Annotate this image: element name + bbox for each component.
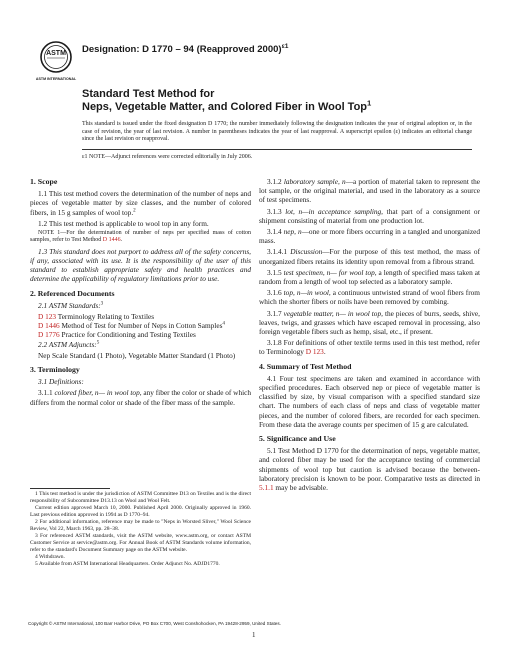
footnote: 2 For additional information, reference may be made to "Neps in Worsted Sliver," Wool Science Review, Vol 22, March 1963, pp. 28–38. — [30, 519, 251, 532]
section-heading-referenced: 2. Referenced Documents — [30, 288, 115, 298]
paragraph-1-1: 1.1 This test method covers the determination of the number of neps and pieces of vegetable matter by size classes, and the number of colored fibers, in 15 g samples of wool top.$^2$ — [30, 189, 251, 217]
section-heading-terminology: 3. Terminology — [30, 365, 80, 375]
link-d123[interactable]: D 123 — [305, 347, 324, 357]
paragraph-3-1-6: 3.1.6 top, n—in wool, a continuous untwisted strand of wool fibers from which the shorter fibers or noils have been removed by combing. — [259, 288, 480, 307]
definitions-label: 3.1 Definitions: — [38, 377, 84, 387]
page-number: 1 — [252, 631, 256, 639]
section-heading-significance: 5. Significance and Use — [259, 434, 336, 444]
section-heading-summary: 4. Summary of Test Method — [259, 361, 352, 371]
note-1: NOTE 1—For the determination of number of neps per specified mass of cotton samples, refer to Test Method D 1446. — [30, 230, 251, 244]
paragraph-3-1-8: 3.1.8 For definitions of other textile terms used in this test method, refer to Terminology D 123. — [259, 338, 480, 357]
paragraph-3-1-2: 3.1.2 laboratory sample, n—a portion of material taken to represent the lot sample, or the original material, and used in the laboratory as a source of test specimens. — [259, 177, 480, 205]
paragraph-3-1-3: 3.1.3 lot, n—in acceptance sampling, that part of a consignment or shipment consisting of material from one production lot. — [259, 206, 480, 225]
footnotes — [30, 491, 251, 569]
footnote: 4 Withdrawn. — [35, 554, 65, 561]
left-column — [30, 177, 251, 409]
section-heading-scope: 1. Scope — [30, 177, 58, 186]
copyright: Copyright © ASTM International, 100 Barr Harbor Drive, PO Box C700, West Conshohocken, PA 19428-2959, United States. — [28, 621, 281, 626]
epsilon-note: ε1 NOTE—Adjunct references were corrected editorially in July 2006. — [82, 149, 472, 160]
paragraph-3-1-5: 3.1.5 test specimen, n— for wool top, a length of specified mass taken at random from a length of wool top selected as a laboratory sample. — [259, 267, 480, 287]
footnote-rule — [30, 488, 110, 489]
reference-item: D 123 Terminology Relating to Textiles — [38, 312, 155, 322]
paragraph-3-1-7: 3.1.7 vegetable matter, n— in wool top, the pieces of burrs, seeds, shive, leaves, twigs, and grasses which have escaped removal in processing, also foreign vegetable fibers such as hemp, sisal, etc., if present. — [259, 308, 480, 337]
link-d1446[interactable]: D 1446 — [102, 237, 121, 244]
paragraph-1-3: 1.3 This standard does not purport to address all of the safety concerns, if any, associated with its use. It is the responsibility of the user of this standard to establish appropriate safety and health practices and determine the applicability of regulatory limitations prior to use. — [30, 246, 251, 284]
paragraph-3-1-4: 3.1.4 nep, n—one or more fibers occurring in a tangled and unorganized mass. — [259, 227, 480, 246]
designation-superscript: ε1 — [281, 42, 289, 50]
paragraph-4-1: 4.1 Four test specimens are taken and examined in accordance with specified procedures. Each observed nep or piece of vegetable matter is classified by size, by visual comparison with a specified standard size chart. The numbers of each class of neps and class of vegetable matter pieces, and the number of colored fibers, are recorded for each specimen. From these data the average counts per specimen of 15 g are calculated. — [259, 373, 480, 429]
link-5-1-1[interactable]: 5.1.1 — [259, 483, 274, 493]
footnote: Current edition approved March 10, 2000. Published April 2000. Originally approved in 1960. Last previous edition approved in 1994 as D 1770–94. — [30, 505, 251, 518]
paragraph-3-1-4-1: 3.1.4.1 Discussion—For the purpose of this test method, the mass of unorganized fibers retains its identity upon removal from a fibrous strand. — [259, 247, 481, 266]
issue-statement: This standard is issued under the fixed designation D 1770; the number immediately following the designation indicates the year of original adoption or, in the case of revision, the year of last revision. A number in parentheses indicates the year of last reapproval. A superscript epsilon (ε) indicates an editorial change since the last revision or reapproval. — [82, 121, 472, 143]
reference-item: D 1446 Method of Test for Number of Neps in Cotton Samples$^4$ — [38, 320, 225, 331]
reference-link[interactable]: D 1776 — [38, 330, 60, 340]
svg-text:ASTM: ASTM — [46, 50, 66, 57]
title-line-2: Neps, Vegetable Matter, and Colored Fiber in Wool Top$^1$ — [82, 98, 372, 113]
footnote: 1 This test method is under the jurisdiction of ASTM Committee D13 on Textiles and is the direct responsibility of Subcommittee D13.13 on Wool and Wool Felt. — [30, 491, 251, 504]
footnote: 3 For referenced ASTM standards, visit the ASTM website, www.astm.org, or contact ASTM Customer Service at service@astm.org. For Annual Book of ASTM Standards volume information, refer to the standard's Document Summary page on the ASTM website. — [30, 533, 251, 553]
reference-link[interactable]: D 1446 — [38, 321, 60, 331]
astm-standards-label: 2.1 ASTM Standards:$^3$ — [38, 300, 104, 310]
reference-item: D 1776 Practice for Conditioning and Testing Textiles — [38, 330, 196, 340]
paragraph-3-1-1: 3.1.1 colored fiber, n— in wool top, any fiber the color or shade of which differs from the normal color or shade of the fiber mass of the sample. — [30, 388, 252, 407]
astm-adjuncts-label: 2.2 ASTM Adjuncts:$^5$ — [38, 339, 100, 349]
title-line-1: Standard Test Method for — [82, 88, 215, 100]
designation: Designation: D 1770 – 94 (Reapproved 2000)$^{\varepsilon 1}$ — [82, 42, 289, 55]
reference-link[interactable]: D 123 — [38, 312, 57, 322]
paragraph-1-2: 1.2 This test method is applicable to wool top in any form. — [38, 218, 209, 228]
right-column — [259, 177, 480, 494]
logo-text: ASTM INTERNATIONAL — [35, 77, 77, 81]
paragraph-5-1: 5.1 Test Method D 1770 for the determination of neps, vegetable matter, and colored fiber may be used for the acceptance testing of commercial shipments of wool top but caution is advised because the between-laboratory precision is known to be poor. Comparative tests as directed in 5.1.1 may be advisable. — [259, 446, 480, 493]
adjuncts-text: Nep Scale Standard (1 Photo), Vegetable Matter Standard (1 Photo) — [38, 350, 236, 360]
astm-logo — [35, 40, 77, 82]
footnote: 5 Available from ASTM International Headquarters. Order Adjunct No. ADJD1770. — [35, 561, 220, 568]
